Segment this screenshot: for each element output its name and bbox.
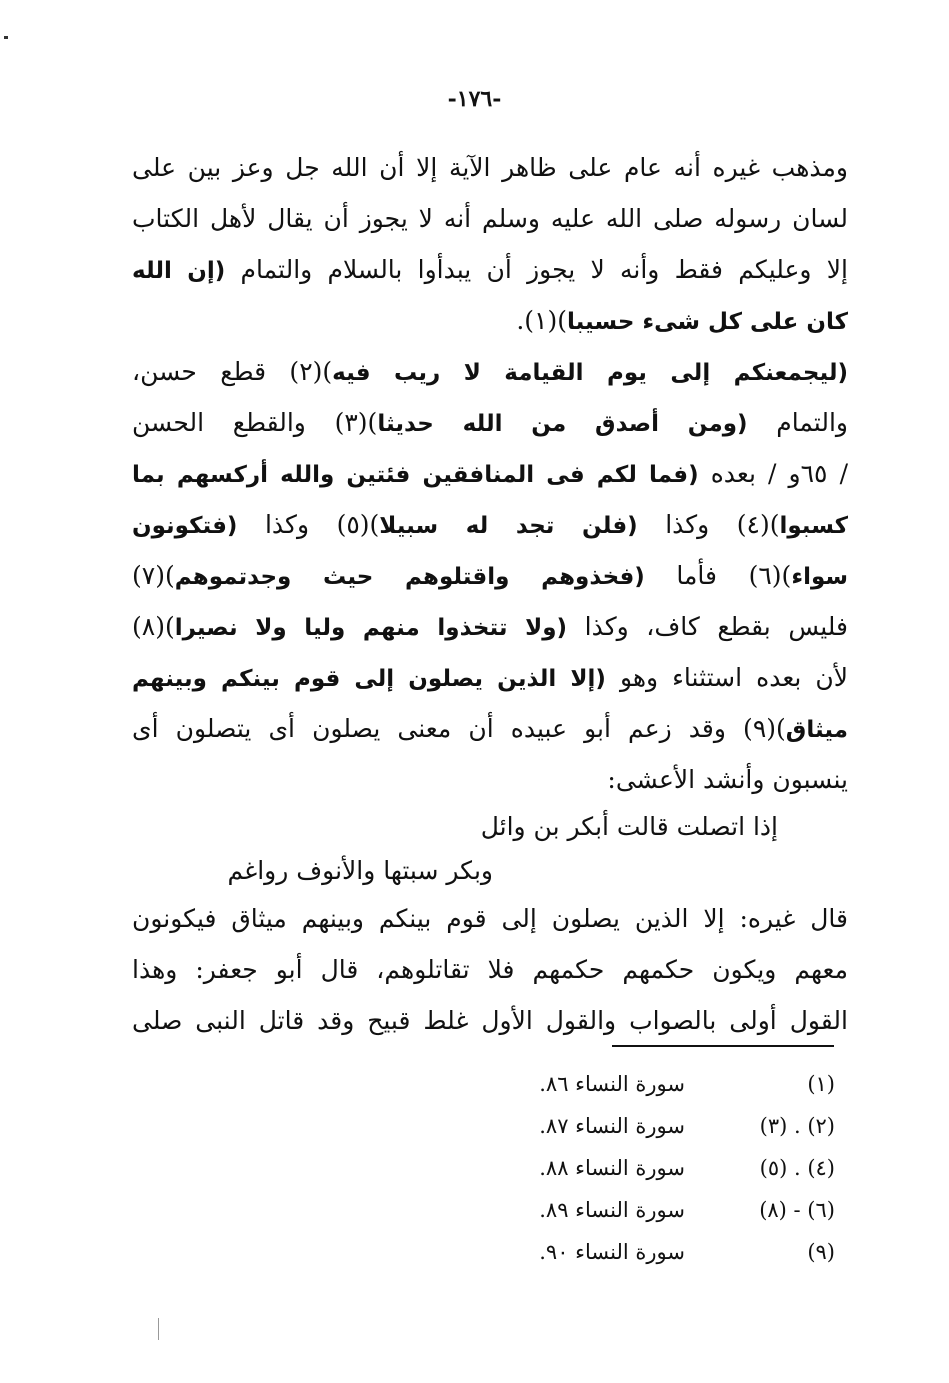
text-line [132,295,848,346]
text-line [132,244,848,295]
quran-quote: (إلا الذين يصلون إلى قوم بينكم وبينهم [132,666,606,692]
text-line [132,193,848,244]
page-number: -١٧٦- [447,86,502,112]
text-segment: )(٣) والقطع الحسن [132,408,378,437]
text-line [132,142,848,193]
footnote-source: سورة النساء ٨٦. [539,1072,685,1096]
paragraph-block [132,142,848,805]
quran-quote: كان على كل شىء حسيبا [567,309,848,335]
quran-quote: ميثاق [785,717,848,743]
text-segment: ومذهب غيره أنه عام على ظاهر الآية إلا أن الله جل وعز بين على [132,153,848,182]
footnote-source: سورة النساء ٨٧. [539,1114,685,1138]
text-segment: )(٧) [132,561,175,590]
footnote [400,1147,835,1189]
text-segment: لأن بعده استثناء وهو [605,663,848,692]
text-segment: والتمام [747,408,848,437]
text-segment: القول أولى بالصواب والقول الأول غلط قبيح وقد قاتل النبى صلى [132,1006,848,1035]
scan-speck [4,36,8,39]
footnote [400,1189,835,1231]
footnote-number: (٤) . (٥) [759,1156,835,1180]
footnote-number: (٩) [807,1240,835,1264]
main-text [132,142,848,1046]
footnote [400,1063,835,1105]
text-segment: )(٥) وكذا [237,510,380,539]
footnote-number: (٦) - (٨) [759,1198,835,1222]
text-segment: إلا وعليكم فقط وأنه لا يجوز أن يبدأوا بالسلام والتمام [225,255,848,284]
text-segment: )(٢) قطع حسن، [132,357,333,386]
text-segment: / ٦٥و / بعده [698,459,848,488]
footnotes [400,1063,835,1273]
text-segment: )(٦) فأما [644,561,792,590]
verse-line: وبكر سبتها والأنوف رواغم [227,856,493,885]
text-line [132,893,848,944]
quran-quote: (فلن تجد له سبيلا [379,513,638,539]
text-segment: ينسبون وأنشد الأعشى: [607,765,848,794]
quran-quote: (فتكونون [132,513,238,539]
paragraph-block [132,893,848,1046]
quran-quote: (فخذوهم واقتلوهم حيث وجدتموهم [174,564,645,590]
poetry-verses [132,805,848,893]
text-segment: معهم ويكون حكمهم حكمهم فلا تقاتلوهم، قال أبو جعفر: وهذا [132,955,848,984]
scan-mark [158,1318,159,1340]
text-segment: فليس بقطع كاف، وكذا [567,612,848,641]
text-line [132,754,848,805]
quran-quote: (ولا تتخذوا منهم وليا ولا نصيرا [174,615,568,641]
text-line [132,346,848,397]
text-line [132,397,848,448]
quran-quote: سواء [791,564,848,590]
footnote-source: سورة النساء ٨٩. [539,1198,685,1222]
quran-quote: (ليجمعنكم إلى يوم القيامة لا ريب فيه [332,360,848,386]
footnote-number: (١) [807,1072,835,1096]
footnote-divider [612,1045,834,1047]
quran-quote: (فما لكم فى المنافقين فئتين والله أركسهم بما [132,462,699,488]
footnote-source: سورة النساء ٩٠. [539,1240,685,1264]
text-line [132,550,848,601]
text-line [132,499,848,550]
text-line [132,703,848,754]
footnote-number: (٢) . (٣) [759,1114,835,1138]
footnote [400,1231,835,1273]
verse-line: إذا اتصلت قالت أبكر بن وائل [480,812,778,841]
quran-quote: كسبوا [779,513,848,539]
text-segment: )(٤) وكذا [637,510,780,539]
text-segment: لسان رسوله صلى الله عليه وسلم أنه لا يجوز أن يقال لأهل الكتاب [132,204,848,233]
footnote-source: سورة النساء ٨٨. [539,1156,685,1180]
text-segment: )(٨) [132,612,175,641]
text-segment: )(١). [516,306,567,335]
text-segment: )(٩) وقد زعم أبو عبيده أن معنى يصلون أى يتصلون أى [132,714,786,743]
text-line [132,995,848,1046]
text-line [132,944,848,995]
text-line [132,448,848,499]
text-line [132,652,848,703]
text-segment: قال غيره: إلا الذين يصلون إلى قوم بينكم وبينهم ميثاق فيكونون [132,904,848,933]
quran-quote: (ومن أصدق من الله حديثا [377,411,748,437]
quran-quote: (إن الله [132,258,226,284]
text-line [132,601,848,652]
footnote [400,1105,835,1147]
